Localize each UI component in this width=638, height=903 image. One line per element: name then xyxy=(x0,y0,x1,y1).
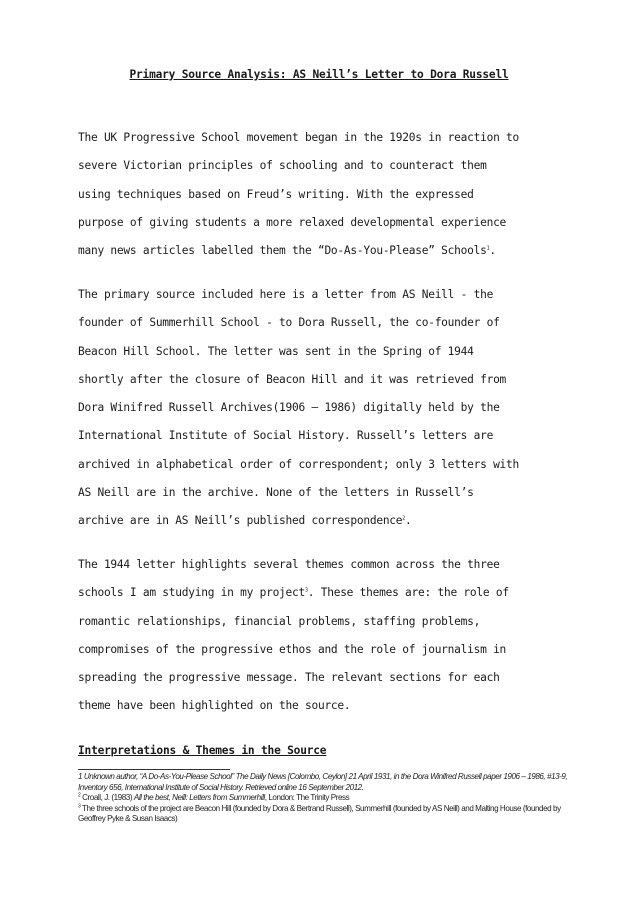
paragraph-line: using techniques based on Freud’s writing. With the expressed xyxy=(78,187,474,201)
footnote-ref[interactable]: 3 xyxy=(305,587,308,594)
paragraph-line: International Institute of Social History. Russell’s letters are xyxy=(78,429,494,443)
paragraph-line: theme have been highlighted on the source. xyxy=(78,699,351,713)
paragraph-source xyxy=(78,281,568,536)
paragraph-line: The 1944 letter highlights several themes common across the three xyxy=(78,558,500,571)
paragraph-themes xyxy=(78,551,568,721)
paragraph-line: severe Victorian principles of schooling and to counteract them xyxy=(78,159,487,173)
footnote-text: Croall, J. (1983) xyxy=(82,793,134,803)
footnote-book-title: All the best, Neill: Letters from Summerhill xyxy=(133,793,265,803)
footnote-text: Unknown author, “A Do-As-You-Please School” The Daily News [Colombo, Ceylon] 21 April 1931, in the Dora Winifred Russell paper 1906 – 1986, #13-9, Inventory 656, International Institute of Social History. Retrieved online 16 September 2012. xyxy=(78,772,568,792)
footnote-text: The three schools of the project are Beacon Hill (founded by Dora & Bertrand Russell), Summerhill (founded by AS Neill) and Malting House (founded by Geoffrey Pyke & Susan Isaacs) xyxy=(78,803,561,824)
line-text: many news articles labelled them the “Do-As-You-Please” Schools xyxy=(78,244,487,258)
paragraph-line: founder of Summerhill School - to Dora Russell, the co-founder of xyxy=(78,316,500,330)
footnotes xyxy=(78,772,568,825)
line-text: . These themes are: the role of xyxy=(307,586,509,600)
footnote-number: 2 xyxy=(78,792,81,799)
footnote-number: 3 xyxy=(78,803,81,810)
footnote-text: , London: The Trinity Press xyxy=(264,793,350,803)
paragraph-line xyxy=(78,507,568,535)
paragraph-line: purpose of giving students a more relaxed developmental experience xyxy=(78,215,507,229)
paragraph-line xyxy=(78,237,568,265)
paragraph-line: shortly after the closure of Beacon Hill and it was retrieved from xyxy=(78,372,507,386)
footnote-ref[interactable]: 2 xyxy=(402,515,406,522)
paragraph-line: AS Neill are in the archive. None of the letters in Russell’s xyxy=(78,486,474,500)
paragraph-line: archived in alphabetical order of correspondent; only 3 letters with xyxy=(78,457,520,471)
paragraph-intro xyxy=(78,124,568,265)
paragraph-line: The UK Progressive School movement began in the 1920s in reaction to xyxy=(78,131,520,144)
footnote-ref[interactable]: 1 xyxy=(486,245,490,252)
line-text: . xyxy=(405,514,412,528)
footnote-number: 1 xyxy=(78,772,83,781)
footnote-2 xyxy=(78,793,568,804)
paragraph-line: Beacon Hill School. The letter was sent in the Spring of 1944 xyxy=(78,344,474,358)
section-heading: Interpretations & Themes in the Source xyxy=(78,744,327,757)
paragraph-line: spreading the progressive message. The relevant sections for each xyxy=(78,671,500,685)
paragraph-line: romantic relationships, financial problems, staffing problems, xyxy=(78,614,481,628)
paragraph-line: compromises of the progressive ethos and the role of journalism in xyxy=(78,642,507,656)
paragraph-line: The primary source included here is a letter from AS Neill - the xyxy=(78,288,494,301)
paragraph-line: Dora Winifred Russell Archives(1906 – 1986) digitally held by the xyxy=(78,401,500,415)
document-title: Primary Source Analysis: AS Neill’s Letter to Dora Russell xyxy=(129,68,509,81)
footnote-1 xyxy=(78,772,568,793)
footnote-divider xyxy=(78,769,230,770)
line-text: schools I am studying in my project xyxy=(78,586,305,600)
footnote-3 xyxy=(78,804,568,825)
line-text: . xyxy=(489,244,496,258)
line-text: archive are in AS Neill’s published correspondence xyxy=(78,514,403,528)
paragraph-line xyxy=(78,579,568,607)
